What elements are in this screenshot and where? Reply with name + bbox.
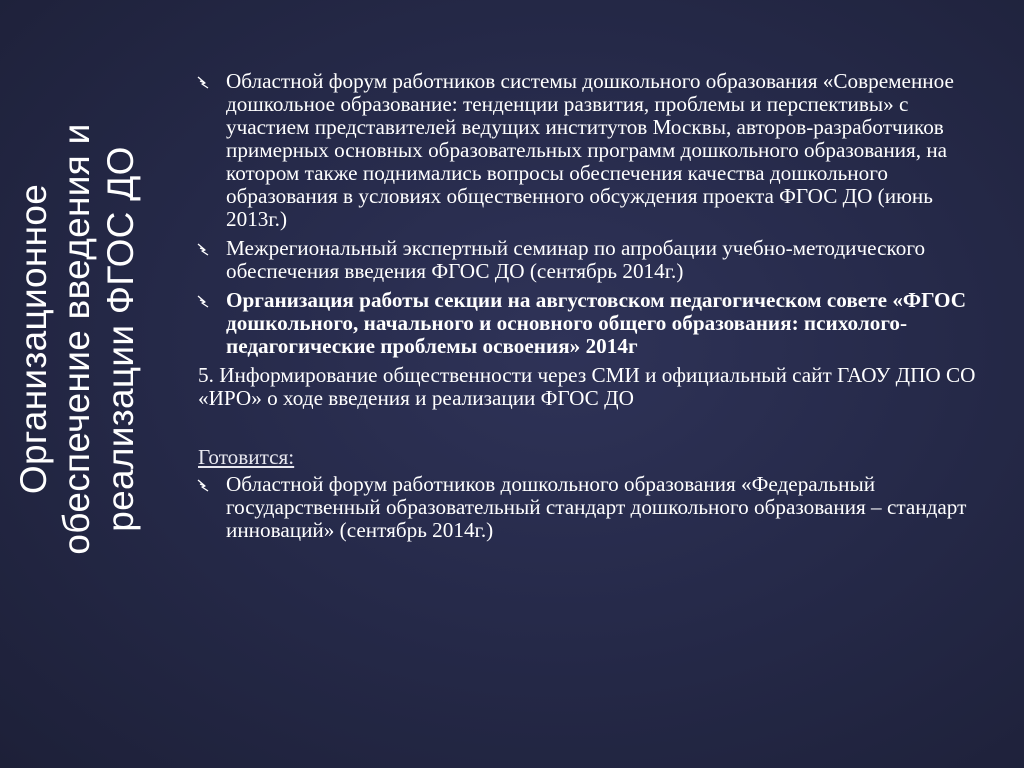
numbered-item: 5. Информирование общественности через СМИ и официальный сайт ГАОУ ДПО СО «ИРО» о ходе введения и реализации ФГОС ДО: [198, 363, 976, 410]
list-item-text: Областной форум работников дошкольного образования «Федеральный государственный образовательный стандарт дошкольного образования – стандарт инноваций» (сентябрь 2014г.): [226, 472, 967, 542]
content-body: [192, 70, 992, 548]
list-item: [192, 289, 992, 358]
lightning-bullet-icon: [196, 478, 210, 492]
list-item: [192, 70, 992, 231]
list-item-text: Областной форум работников системы дошкольного образования «Современное дошкольное образование: тенденции развития, проблемы и перспективы» с участием представителей ведущих институтов Москвы, авторов-разработчиков примерных основных образовательных программ дошкольного образования, на котором также поднимались вопросы обеспечения качества дошкольного образования в условиях общественного обсуждения проекта ФГОС ДО (июнь 2013г.): [226, 69, 954, 231]
preparing-label: Готовится:: [198, 445, 295, 469]
list-item-text: Межрегиональный экспертный семинар по апробации учебно-методического обеспечения введения ФГОС ДО (сентябрь 2014г.): [226, 236, 926, 283]
lightning-bullet-icon: [196, 242, 210, 256]
spacer: [192, 416, 992, 446]
lightning-bullet-icon: [196, 294, 210, 308]
list-item: [192, 473, 992, 542]
list-item: [192, 237, 992, 283]
slide-title: Организационное обеспечение введения и реализации ФГОС ДО: [12, 123, 141, 555]
list-item-text: Организация работы секции на августовском педагогическом совете «ФГОС дошкольного, начального и основного общего образования: психолого-педагогические проблемы освоения» 2014г: [226, 288, 967, 358]
lightning-bullet-icon: [196, 75, 210, 89]
